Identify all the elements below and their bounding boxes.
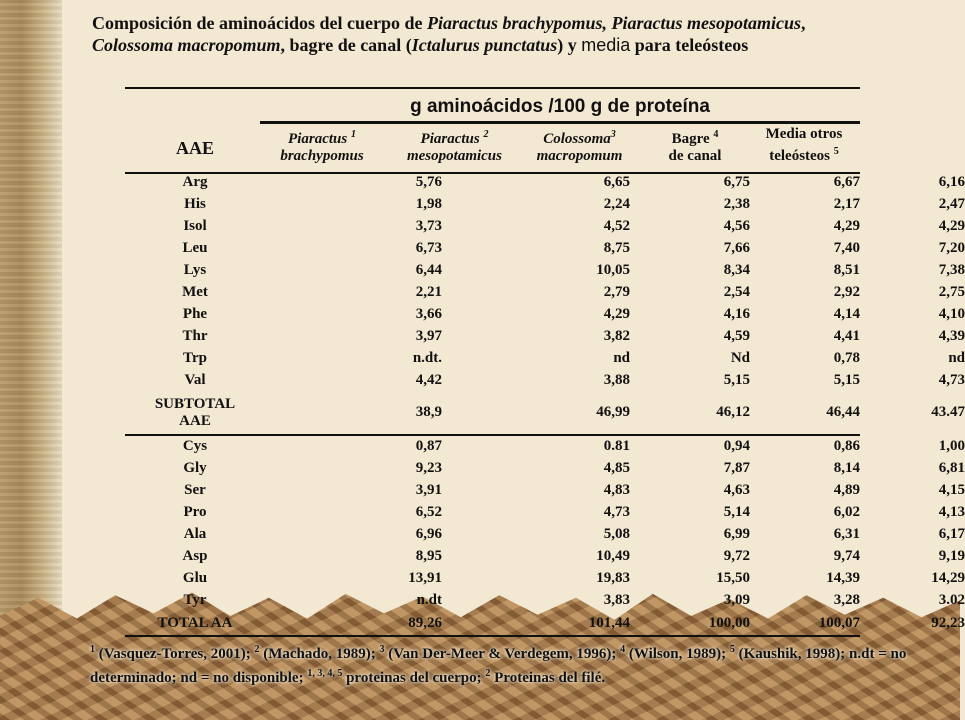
title-text-3: ) y: [557, 35, 582, 55]
table-cell: 4,83: [603, 482, 630, 498]
table-cell: 8,95: [415, 548, 442, 564]
table-cell: 4,63: [723, 482, 750, 498]
table-cell: 4,56: [723, 218, 750, 234]
table-row: [130, 328, 965, 350]
table-cell: 101,44: [588, 615, 630, 631]
table-row: [130, 240, 965, 262]
table-cell: 4,29: [603, 306, 630, 322]
table-cell: 6,75: [723, 174, 750, 190]
column-header-1-sup: 1: [350, 129, 356, 140]
table-cell: 5,08: [603, 526, 630, 542]
table-cell: 3,97: [415, 328, 442, 344]
group-header-rule: [260, 121, 860, 124]
table-cell: 4,15: [938, 482, 965, 498]
table-cell: 8,34: [723, 262, 750, 278]
table-cell: 4,39: [938, 328, 965, 344]
table-cell: 4,16: [723, 306, 750, 322]
table-row: [130, 196, 965, 218]
table-top-rule: [125, 87, 860, 89]
table-cell: 0,94: [723, 438, 750, 454]
title-species-1: Piaractus brachypomus, Piaractus mesopotamicus: [427, 13, 802, 33]
row-label: Ala: [183, 526, 207, 542]
footnote-text: proteinas del cuerpo;: [342, 670, 486, 686]
row-label: His: [184, 196, 206, 212]
table-cell: 9,72: [723, 548, 750, 564]
table-cell: 46,99: [596, 404, 630, 420]
title-text-2: , bagre de canal (: [280, 35, 412, 55]
footnote-sup: 5: [729, 644, 735, 655]
table-cell: 1,00: [938, 438, 965, 454]
total-label: TOTAL AA: [157, 615, 233, 631]
table-cell: 3,66: [415, 306, 442, 322]
table-cell: 4,41: [833, 328, 860, 344]
subtotal-label-line2: AAE: [179, 413, 211, 429]
table-cell: 3.02: [938, 592, 965, 608]
table-cell: 0,86: [833, 438, 860, 454]
table-cell: 100,07: [818, 615, 860, 631]
footnote-sup: 2: [254, 644, 260, 655]
title-text-4: media: [581, 35, 631, 55]
table-cell: 4,73: [938, 372, 965, 388]
table-cell: 8,75: [603, 240, 630, 256]
table-cell: 2,54: [723, 284, 750, 300]
table-cell: 4,59: [723, 328, 750, 344]
table-cell: 1,98: [415, 196, 442, 212]
footnote-sup: 1, 3, 4, 5: [307, 668, 343, 679]
table-cell: 3,82: [603, 328, 630, 344]
footnote-sup: 2: [485, 668, 491, 679]
row-label: Pro: [183, 504, 207, 520]
table-cell: 9,19: [938, 548, 965, 564]
table-cell: 5,15: [833, 372, 860, 388]
table-row: [130, 218, 965, 240]
table-cell: 3,88: [603, 372, 630, 388]
table-cell: 5,15: [723, 372, 750, 388]
table-cell: 2,75: [938, 284, 965, 300]
table-row: [130, 174, 965, 196]
table-cell: 2,92: [833, 284, 860, 300]
subtotal-label-line1: SUBTOTAL: [154, 396, 236, 412]
column-header-5-line1: Media otros: [765, 126, 843, 142]
column-header-4-line2: de canal: [668, 148, 722, 164]
table-cell: n.dt: [416, 592, 442, 608]
footnote: [90, 640, 910, 688]
row-label: Ser: [184, 482, 206, 498]
subtotal-label: [135, 396, 255, 430]
title-text-5: para teleósteos: [630, 35, 749, 55]
footnote-text: (Kaushik, 1998); n.dt = no determinado; nd = no disponible;: [90, 646, 907, 686]
table-row: [130, 438, 965, 460]
table-cell: 7,38: [938, 262, 965, 278]
table-cell: 6,44: [415, 262, 442, 278]
table-cell: nd: [948, 350, 965, 366]
footnote-text: (Vasquez-Torres, 2001);: [95, 646, 255, 662]
table-row: [130, 592, 965, 614]
row-label: Phe: [182, 306, 208, 322]
column-header-5-sup: 5: [833, 146, 839, 157]
table-row: [130, 306, 965, 328]
table-cell: 4,85: [603, 460, 630, 476]
title-text-1: Composición de aminoácidos del cuerpo de: [92, 13, 428, 33]
table-cell: 3,91: [415, 482, 442, 498]
footnote-sup: 1: [90, 644, 95, 655]
title-species-2: Colossoma macropomum: [92, 35, 281, 55]
table-cell: 4,29: [833, 218, 860, 234]
table-cell: 5,76: [415, 174, 442, 190]
table-row: [130, 350, 965, 372]
table-cell: 2,17: [833, 196, 860, 212]
table-cell: 19,83: [596, 570, 630, 586]
table-cell: 9,74: [833, 548, 860, 564]
total-row: [130, 615, 965, 637]
table-cell: 2,24: [603, 196, 630, 212]
table-cell: 38,9: [415, 404, 442, 420]
table-cell: 8,14: [833, 460, 860, 476]
table-cell: 6,17: [938, 526, 965, 542]
row-label: Isol: [183, 218, 207, 234]
column-header-3-line1: Colossoma: [543, 131, 611, 147]
row-label: Cys: [182, 438, 208, 454]
table-row: [130, 262, 965, 284]
row-label: Lys: [183, 262, 207, 278]
row-label: Thr: [182, 328, 208, 344]
footnote-text: Proteinas del filé.: [490, 670, 606, 686]
table-cell: 46,12: [716, 404, 750, 420]
title-separator: ,: [801, 13, 806, 33]
table-cell: 6,81: [938, 460, 965, 476]
table-cell: 2,38: [723, 196, 750, 212]
table-cell: 100,00: [708, 615, 750, 631]
table-cell: Nd: [730, 350, 750, 366]
row-label: Met: [182, 284, 208, 300]
column-header-1-line1: Piaractus: [288, 131, 348, 147]
table-cell: nd: [613, 350, 630, 366]
column-header-5: [748, 126, 860, 165]
table-cell: 3,83: [603, 592, 630, 608]
column-header-2: [392, 126, 517, 165]
table-row: [130, 504, 965, 526]
table-cell: 4,89: [833, 482, 860, 498]
table-cell: 2,79: [603, 284, 630, 300]
column-header-2-line2: mesopotamicus: [406, 148, 502, 164]
table-cell: 3,28: [833, 592, 860, 608]
column-header-4-sup: 4: [713, 129, 719, 140]
column-header-1-line2: brachypomus: [280, 148, 364, 164]
table-cell: n.dt.: [412, 350, 442, 366]
table-cell: 7,66: [723, 240, 750, 256]
table-cell: 14,39: [826, 570, 860, 586]
row-label: Val: [184, 372, 206, 388]
table-cell: 9,23: [415, 460, 442, 476]
table-cell: 7,40: [833, 240, 860, 256]
table-cell: 89,26: [408, 615, 442, 631]
row-label: Glu: [182, 570, 208, 586]
column-header-1: [262, 126, 382, 165]
table-cell: 3,09: [723, 592, 750, 608]
table-cell: 6,96: [415, 526, 442, 542]
column-header-4-line1: Bagre: [671, 131, 710, 147]
column-header-3-sup: 3: [610, 129, 616, 140]
footnote-sup: 3: [379, 644, 385, 655]
column-header-4: [650, 126, 740, 165]
row-label: Leu: [182, 240, 208, 256]
table-cell: 6,16: [938, 174, 965, 190]
footnote-sup: 4: [620, 644, 626, 655]
table-row: [130, 372, 965, 394]
table-row: [130, 526, 965, 548]
table-cell: 4,10: [938, 306, 965, 322]
table-cell: 6,73: [415, 240, 442, 256]
subtotal-rule: [125, 434, 860, 436]
row-label: Trp: [183, 350, 207, 366]
table-cell: 4,14: [833, 306, 860, 322]
row-label: Gly: [183, 460, 207, 476]
column-header-3: [522, 126, 637, 165]
row-label: Asp: [182, 548, 208, 564]
table-cell: 0,78: [833, 350, 860, 366]
table-cell: 46,44: [826, 404, 860, 420]
row-label: Tyr: [183, 592, 207, 608]
table-cell: 0,87: [415, 438, 442, 454]
table-cell: 8,51: [833, 262, 860, 278]
table-cell: 6,31: [833, 526, 860, 542]
table-cell: 43.47: [931, 404, 965, 420]
table-cell: 14,29: [931, 570, 965, 586]
column-header-2-line1: Piaractus: [420, 131, 480, 147]
title-species-3: Ictalurus punctatus: [411, 35, 558, 55]
column-header-3-line2: macropomum: [536, 148, 623, 164]
table-cell: 6,02: [833, 504, 860, 520]
table-cell: 4,13: [938, 504, 965, 520]
table-row: [130, 548, 965, 570]
group-header: g aminoácidos /100 g de proteína: [410, 96, 710, 117]
table-row: [130, 284, 965, 306]
row-label: Arg: [182, 174, 208, 190]
table-cell: 0.81: [603, 438, 630, 454]
column-header-5-line2: teleósteos: [769, 148, 831, 164]
table-cell: 7,87: [723, 460, 750, 476]
table-row: [130, 482, 965, 504]
table-cell: 92,23: [931, 615, 965, 631]
table-cell: 6,65: [603, 174, 630, 190]
row-header-aae: AAE: [175, 138, 214, 158]
table-cell: 5,14: [723, 504, 750, 520]
table-cell: 6,67: [833, 174, 860, 190]
table-cell: 2,21: [415, 284, 442, 300]
table-cell: 3,73: [415, 218, 442, 234]
table-cell: 10,49: [596, 548, 630, 564]
subtotal-row: [130, 396, 965, 432]
table-cell: 4,42: [415, 372, 442, 388]
table-cell: 6,52: [415, 504, 442, 520]
table-cell: 15,50: [716, 570, 750, 586]
table-cell: 10,05: [596, 262, 630, 278]
table-row: [130, 570, 965, 592]
slide-title: [92, 12, 912, 56]
table-cell: 4,73: [603, 504, 630, 520]
table-cell: 7,20: [938, 240, 965, 256]
column-header-2-sup: 2: [483, 129, 489, 140]
table-row: [130, 460, 965, 482]
table-cell: 2,47: [938, 196, 965, 212]
footnote-text: (Van Der-Meer & Verdegem, 1996);: [384, 646, 621, 662]
table-cell: 6,99: [723, 526, 750, 542]
table-cell: 4,52: [603, 218, 630, 234]
table-cell: 13,91: [408, 570, 442, 586]
footnote-text: (Machado, 1989);: [259, 646, 380, 662]
table-cell: 4,29: [938, 218, 965, 234]
footnote-text: (Wilson, 1989);: [625, 646, 730, 662]
